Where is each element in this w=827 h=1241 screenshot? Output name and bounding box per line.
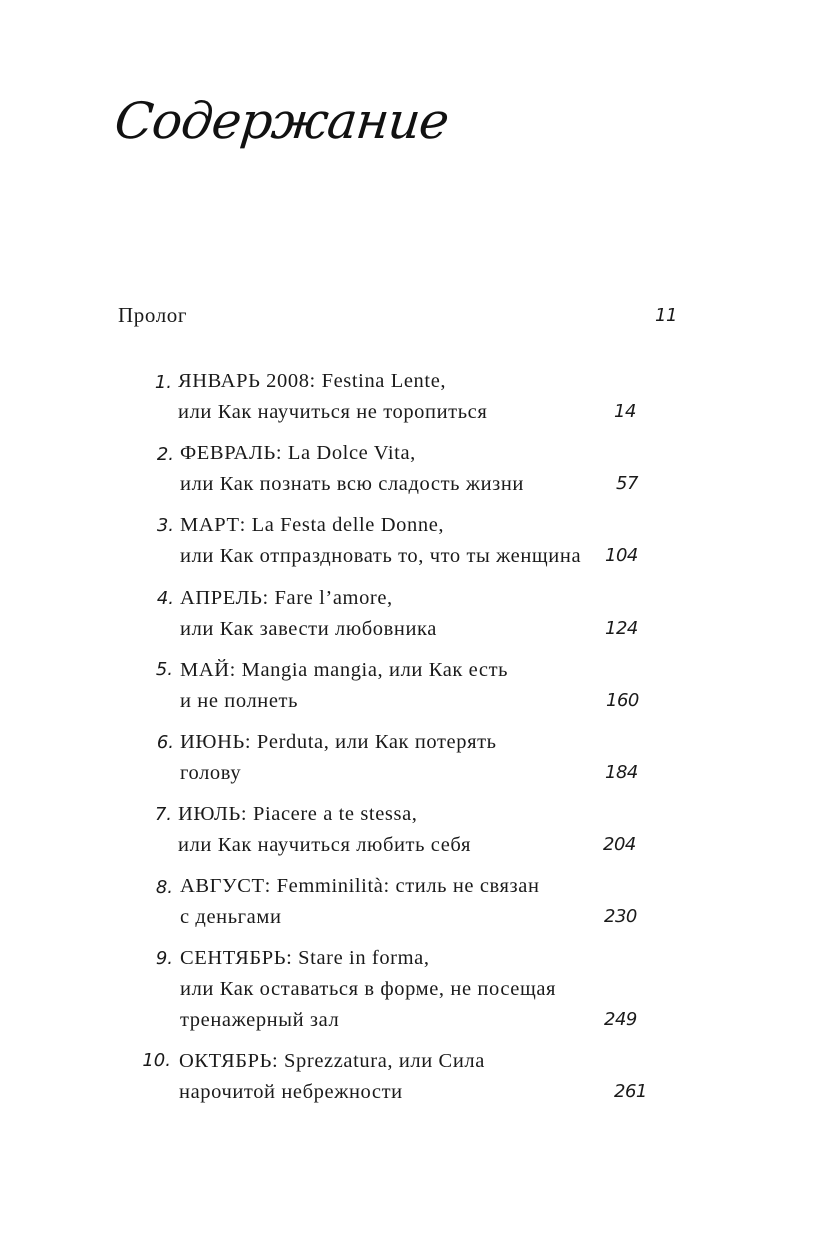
chapter-title-line: или Как завести любовника <box>180 618 437 640</box>
chapter-number: 3. <box>156 515 174 536</box>
chapter-number: 5. <box>155 659 173 680</box>
chapter-number: 1. <box>154 372 172 393</box>
chapter-page-number: 160 <box>606 690 639 711</box>
chapter-title-line: СЕНТЯБРЬ: Stare in forma, <box>180 947 430 969</box>
chapter-page-number: 261 <box>614 1081 647 1102</box>
chapter-number: 9. <box>155 948 173 969</box>
prolog-page-number: 11 <box>655 305 677 326</box>
chapter-number: 6. <box>156 732 174 753</box>
chapter-page-number: 204 <box>603 834 636 855</box>
chapter-title-line: или Как познать всю сладость жизни <box>180 473 524 495</box>
chapter-title-line: ФЕВРАЛЬ: La Dolce Vita, <box>180 442 416 464</box>
chapter-page-number: 14 <box>614 401 636 422</box>
chapter-title-line: АПРЕЛЬ: Fare l’amore, <box>180 587 393 609</box>
chapter-title-line: ИЮЛЬ: Piacere a te stessa, <box>178 803 418 825</box>
chapter-title-line: ИЮНЬ: Perduta, или Как потерять <box>180 731 497 753</box>
chapter-number: 4. <box>156 588 174 609</box>
chapter-title-line: тренажерный зал <box>180 1009 340 1031</box>
chapter-title-line: АВГУСТ: Femminilità: стиль не связан <box>180 875 540 897</box>
prolog-label: Пролог <box>118 303 188 327</box>
chapter-number: 8. <box>155 877 173 898</box>
chapter-title-line: нарочитой небрежности <box>179 1081 403 1103</box>
chapter-number: 7. <box>154 804 172 825</box>
chapter-page-number: 249 <box>604 1009 637 1030</box>
chapter-title-line: с деньгами <box>180 906 282 928</box>
chapter-title-line: и не полнеть <box>180 690 299 712</box>
chapter-page-number: 104 <box>605 545 638 566</box>
chapter-title-line: ОКТЯБРЬ: Sprezzatura, или Сила <box>179 1050 485 1072</box>
chapter-page-number: 230 <box>604 906 637 927</box>
chapter-title-line: или Как отпраздновать то, что ты женщина <box>180 545 582 567</box>
chapter-number: 2. <box>156 444 174 465</box>
chapter-page-number: 124 <box>605 618 638 639</box>
chapter-title-line: ЯНВАРЬ 2008: Festina Lente, <box>178 370 447 392</box>
chapter-page-number: 184 <box>605 762 638 783</box>
chapter-title-line: МАРТ: La Festa delle Donne, <box>180 514 445 536</box>
page-title: Содержание <box>111 92 452 150</box>
chapter-title-line: или Как оставаться в форме, не посещая <box>180 978 557 1000</box>
chapter-page-number: 57 <box>616 473 638 494</box>
chapter-title-line: МАЙ: Mangia mangia, или Как есть <box>180 659 509 681</box>
chapter-title-line: или Как научиться не торопиться <box>178 401 488 423</box>
chapter-title-line: или Как научиться любить себя <box>178 834 471 856</box>
chapter-number: 10. <box>142 1050 171 1071</box>
chapter-title-line: голову <box>180 762 242 784</box>
